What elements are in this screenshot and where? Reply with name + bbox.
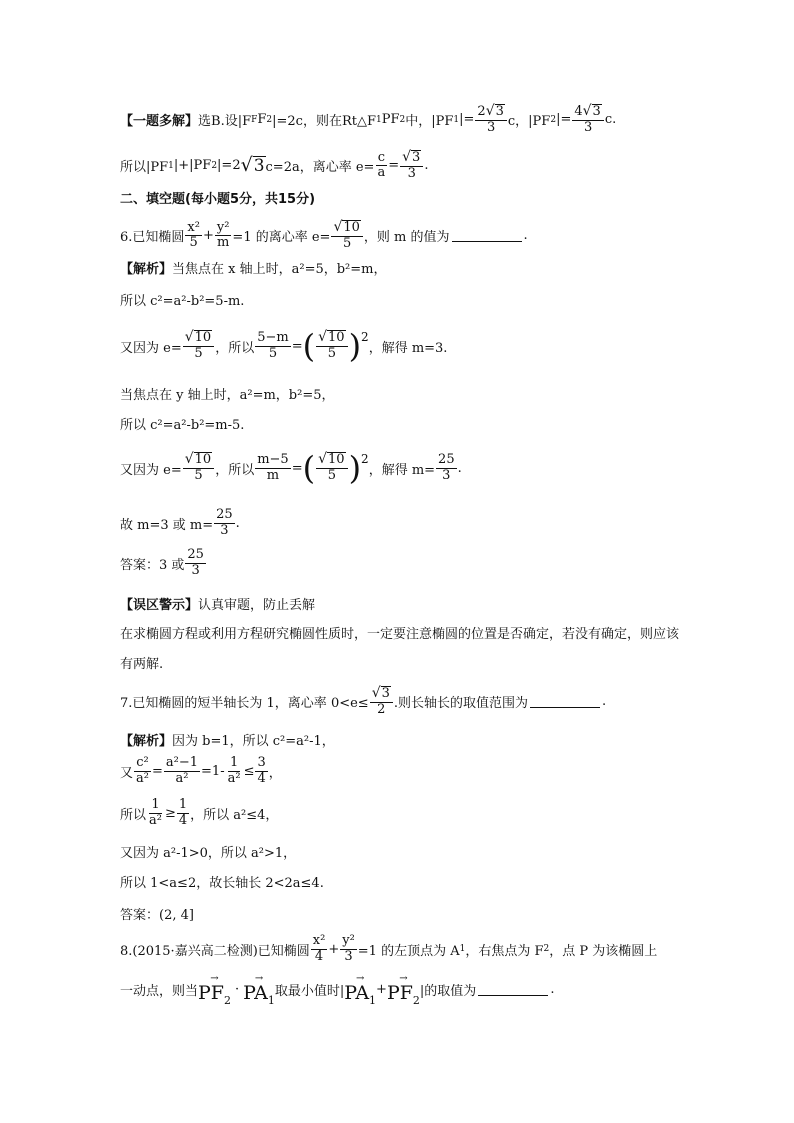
analysis-7-line5: 所以 1<a≤2，故长轴长 2<2a≤4.	[120, 876, 324, 891]
vector-pf2: → $PF_2$	[198, 973, 231, 1007]
fraction: $\frac{5-m}{5}$	[257, 329, 289, 361]
fraction: √ 10 5	[331, 220, 362, 252]
analysis-7-line1: 【解析】 因为 b=1，所以 c²=a²-1，	[120, 730, 335, 749]
multi-solution-tag: 【一题多解】	[120, 114, 199, 130]
question-8-line1: 8.(2015·嘉兴高二检测)已知椭圆 $\frac{\text{x²}}{4}$ + $\frac{\text{y²}}{3}$ =1 的左顶点为 A 1 ，右焦点为 F 2 ，点 P 为该椭圆上	[120, 933, 658, 964]
analysis-6-line3: 又因为 e= √ 10 5 ，所以 $\frac{5-m}{5}$ = ( √ 10 5 ) 2 ，解得 m=3.	[120, 327, 448, 365]
fraction: $\frac{\text{y²}}{3}$	[342, 933, 355, 964]
fraction: $\frac{3}{4}$	[257, 755, 266, 786]
fraction: 4 √ 3 3	[572, 104, 603, 136]
multi-solution-line: 【一题多解】 选B.设|F F F 2 |=2c，则在Rt△F 1 PF 2 中，|PF 1 |= 2 √ 3 3 c，|PF 2 |= 4 √ 3 3 c.	[120, 103, 617, 135]
answer-6: 答案：3 或 $\frac{25}{3}$	[120, 547, 204, 578]
vector-pa1: → $PA_1$	[344, 973, 377, 1007]
vector-pa1: → $PA_1$	[243, 973, 275, 1007]
fraction: $\frac{25}{3}$	[438, 451, 455, 483]
answer-7: 答案：(2, 4]	[120, 908, 194, 923]
answer-blank[interactable]	[452, 229, 522, 242]
analysis-6-line5: 所以 c²=a²-b²=m-5.	[120, 418, 245, 433]
warning-tag: 【误区警示】	[120, 598, 199, 613]
analysis-tag: 【解析】	[120, 262, 173, 277]
analysis-tag: 【解析】	[120, 734, 173, 749]
fraction: 2 √ 3 3	[475, 104, 506, 136]
fraction: $\frac{25}{3}$	[216, 507, 233, 538]
fraction: √ 10 5	[316, 330, 347, 362]
fraction: √ 3 3	[400, 150, 423, 182]
fraction: $\frac{1}{\text{a²}}$	[149, 797, 162, 828]
sqrt: √ 3	[240, 154, 265, 177]
analysis-7-line2: 又 $\frac{\text{c²}}{\text{a²}}$ = $\frac{\text{a²−1}}{\text{a²}}$ =1- $\frac{1}{\text{a²}}$ ≤ $\frac{3}{4}$ ，	[120, 755, 282, 786]
fraction: √ 10 5	[183, 452, 214, 484]
question-7: 7.已知椭圆的短半轴长为 1，离心率 0<e≤ √ 3 2 .则长轴长的取值范围为 .	[120, 685, 607, 717]
answer-blank[interactable]	[478, 983, 548, 996]
fraction: √ 3 2	[370, 686, 393, 718]
question-6: 6.已知椭圆 $\frac{\text{x²}}{5}$ + $\frac{\text{y²}}{m}$ =1 的离心率 e= √ 10 5 ，则 m 的值为 .	[120, 219, 528, 251]
eccentricity-line: 所以|PF 1 |+|PF 2 |=2 √ 3 c=2a，离心率 e= $\frac{c}{a}$ = √ 3 3 .	[120, 149, 429, 181]
analysis-6-line1: 【解析】 当焦点在 x 轴上时，a²=5，b²=m，	[120, 258, 387, 277]
fraction: $\frac{m-5}{m}$	[257, 451, 289, 483]
fraction: √ 10 5	[316, 452, 347, 484]
fraction: $\frac{c}{a}$	[377, 149, 386, 181]
fraction: $\frac{\text{x²}}{4}$	[312, 933, 326, 964]
question-8-line2: 一动点，则当 → $PF_2$ · → $PA_1$ 取最小值时| → $PA_1$ + → $PF_2$ |的取值为 .	[120, 973, 555, 1007]
analysis-6-line6: 又因为 e= √ 10 5 ，所以 $\frac{m-5}{m}$ = ( √ 10 5 ) 2 ，解得 m= $\frac{25}{3}$ .	[120, 449, 462, 487]
fraction: √ 10 5	[183, 330, 214, 362]
fraction: $\frac{25}{3}$	[187, 547, 204, 578]
fraction: $\frac{\text{c²}}{\text{a²}}$	[136, 755, 149, 786]
fraction: $\frac{\text{x²}}{5}$	[187, 219, 200, 251]
analysis-7-line3: 所以 $\frac{1}{\text{a²}}$ ≥ $\frac{1}{4}$ ，所以 a²≤4，	[120, 797, 279, 828]
warning-text: 在求椭圆方程或利用方程研究椭圆性质时，一定要注意椭圆的位置是否确定，若没有确定，则应该有两解.	[120, 627, 680, 672]
analysis-6-line4: 当焦点在 y 轴上时，a²=m，b²=5，	[120, 388, 335, 403]
answer-blank[interactable]	[530, 695, 600, 708]
analysis-6-line2: 所以 c²=a²-b²=5-m.	[120, 294, 245, 309]
warning-line: 【误区警示】 认真审题，防止丢解	[120, 594, 315, 613]
fraction: $\frac{\text{y²}}{m}$	[216, 219, 230, 251]
analysis-6-line7: 故 m=3 或 m= $\frac{25}{3}$ .	[120, 507, 240, 538]
fraction: $\frac{1}{\text{a²}}$	[227, 755, 241, 786]
analysis-7-line4: 又因为 a²-1>0，所以 a²>1，	[120, 846, 297, 861]
fraction: $\frac{1}{4}$	[178, 797, 188, 828]
section-heading: 二、填空题(每小题5分，共15分)	[120, 192, 316, 207]
fraction: $\frac{\text{a²−1}}{\text{a²}}$	[165, 755, 199, 786]
vector-pf2: → $PF_2$	[386, 973, 420, 1007]
